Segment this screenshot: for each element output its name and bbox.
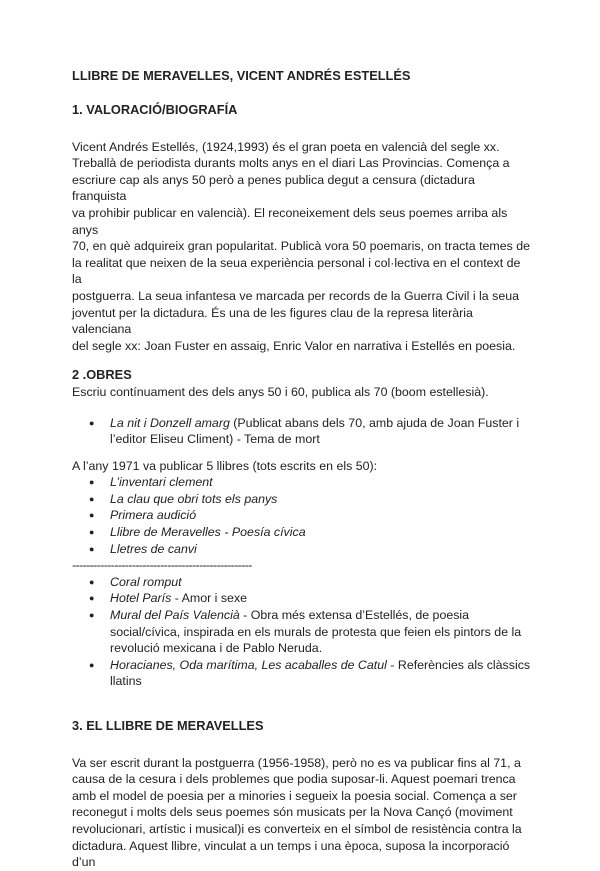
book-title: Lletres de canvi: [110, 541, 197, 556]
bullet-icon: ●: [89, 576, 95, 587]
section1-body: [72, 139, 532, 355]
books-1971-list: [72, 474, 532, 557]
bullet-icon: ●: [89, 493, 95, 504]
list-item: [89, 524, 532, 541]
document-page: [72, 68, 532, 871]
list-item: [89, 574, 532, 591]
text-line: causa de la cesura i dels problemes que podia suposar-li. Aquest poemari trenca: [72, 772, 516, 787]
text-line: escriure cap als anys 50 però a penes publica degut a censura (dictadura franquista: [72, 172, 475, 204]
book-title: La clau que obri tots els panys: [110, 491, 278, 506]
list-item: [89, 415, 532, 448]
later-books-list: [72, 574, 532, 690]
book-note: - Amor i sexe: [171, 591, 248, 606]
book-title: Coral romput: [110, 574, 182, 589]
section1-heading: 1. VALORACIÓ/BIOGRAFÍA: [72, 102, 238, 117]
work-note: (Publicat abans dels 70, amb ajuda de Joan Fuster i: [229, 415, 520, 430]
bullet-icon: ●: [89, 610, 95, 621]
text-line: joventut per la dictadura. És una de les figures clau de la represa literària valenciana: [72, 305, 473, 337]
book-note: - Referències als clàssics: [386, 657, 531, 672]
list-item: [89, 607, 532, 657]
bullet-icon: ●: [89, 659, 95, 670]
spacer: [72, 119, 532, 139]
book-note-cont: social/cívica, inspirada en els murals de protesta que feien els pintors de la: [110, 624, 522, 639]
work-title: La nit i Donzell amarg: [110, 415, 230, 430]
year-intro: A l’any 1971 va publicar 5 llibres (tots escrits en els 50):: [72, 458, 378, 473]
bullet-icon: ●: [89, 543, 95, 554]
text-line: del segle xx: Joan Fuster en assaig, Enric Valor en narrativa i Estellés en poesia.: [72, 338, 516, 353]
book-title: Mural del País Valencià: [110, 608, 240, 623]
list-item: [89, 474, 532, 491]
text-line: 70, en què adquireix gran popularitat. Publicà vora 50 poemaris, on tracta temes de: [72, 239, 531, 254]
section3-body: [72, 755, 532, 871]
book-note: - Obra més extensa d’Estellés, de poesia: [239, 608, 470, 623]
document-title: LLIBRE DE MERAVELLES, VICENT ANDRÉS ESTELLÉS: [72, 68, 411, 83]
text-line: Treballà de periodista durants molts anys en el diari Las Provincias. Comença a: [72, 156, 510, 171]
bullet-icon: ●: [89, 510, 95, 521]
section3-heading: 3. EL LLIBRE DE MERAVELLES: [72, 718, 264, 733]
book-note-cont: llatins: [110, 674, 142, 689]
spacer: [72, 735, 532, 755]
bullet-icon: ●: [89, 593, 95, 604]
first-work-list: [72, 415, 532, 448]
spacer: [72, 88, 532, 102]
list-item: [89, 507, 532, 524]
spacer: [72, 448, 532, 458]
work-note-cont: l’editor Eliseu Climent) - Tema de mort: [110, 432, 320, 447]
book-title: Llibre de Meravelles - Poesía cívica: [110, 525, 306, 540]
section2-heading: 2 .OBRES: [72, 367, 132, 383]
text-line: Vicent Andrés Estellés, (1924,1993) és el gran poeta en valencià del segle xx.: [72, 139, 500, 154]
list-item: [89, 541, 532, 558]
text-line: dictadura. Aquest llibre, vinculat a un temps i una època, suposa la incorporació d’un: [72, 838, 510, 870]
text-line: postguerra. La seua infantesa ve marcada per records de la Guerra Civil i la seua: [72, 288, 519, 303]
text-line: la realitat que neixen de la seua experiència personal i col·lectiva en el context de la: [72, 255, 521, 287]
text-line: amb el model de poesia per a minories i segueix la poesia social. Comença a ser: [72, 788, 517, 803]
spacer: [72, 354, 532, 367]
text-line: va prohibir publicar en valencià). El reconeixement dels seus poemes arriba als anys: [72, 205, 508, 237]
bullet-icon: ●: [89, 527, 95, 538]
book-note-cont: revolució mexicana i de Pablo Neruda.: [110, 641, 323, 656]
section2-intro: Escriu contínuament des dels anys 50 i 60, publica als 70 (boom estellesià).: [72, 384, 489, 399]
list-item: [89, 491, 532, 508]
book-title: Horacianes, Oda marítima, Les acaballes de Catul: [110, 657, 387, 672]
spacer: [72, 401, 532, 415]
bullet-icon: ●: [89, 477, 95, 488]
list-item: [89, 657, 532, 690]
dashed-divider: ---------------------------------------------------: [72, 558, 252, 573]
book-title: Hotel París: [110, 591, 172, 606]
spacer: [72, 690, 532, 718]
text-line: Va ser escrit durant la postguerra (1956-1958), però no es va publicar fins al 71, a: [72, 755, 521, 770]
book-title: Primera audició: [110, 508, 197, 523]
book-title: L’inventari clement: [110, 475, 213, 490]
bullet-icon: ●: [89, 417, 95, 428]
text-line: revolucionari, artístic i musical)i es converteix en el símbol de resistència contra la: [72, 821, 522, 836]
text-line: reconegut i molts dels seus poemes són musicats per la Nova Cançó (moviment: [72, 805, 513, 820]
list-item: [89, 590, 532, 607]
